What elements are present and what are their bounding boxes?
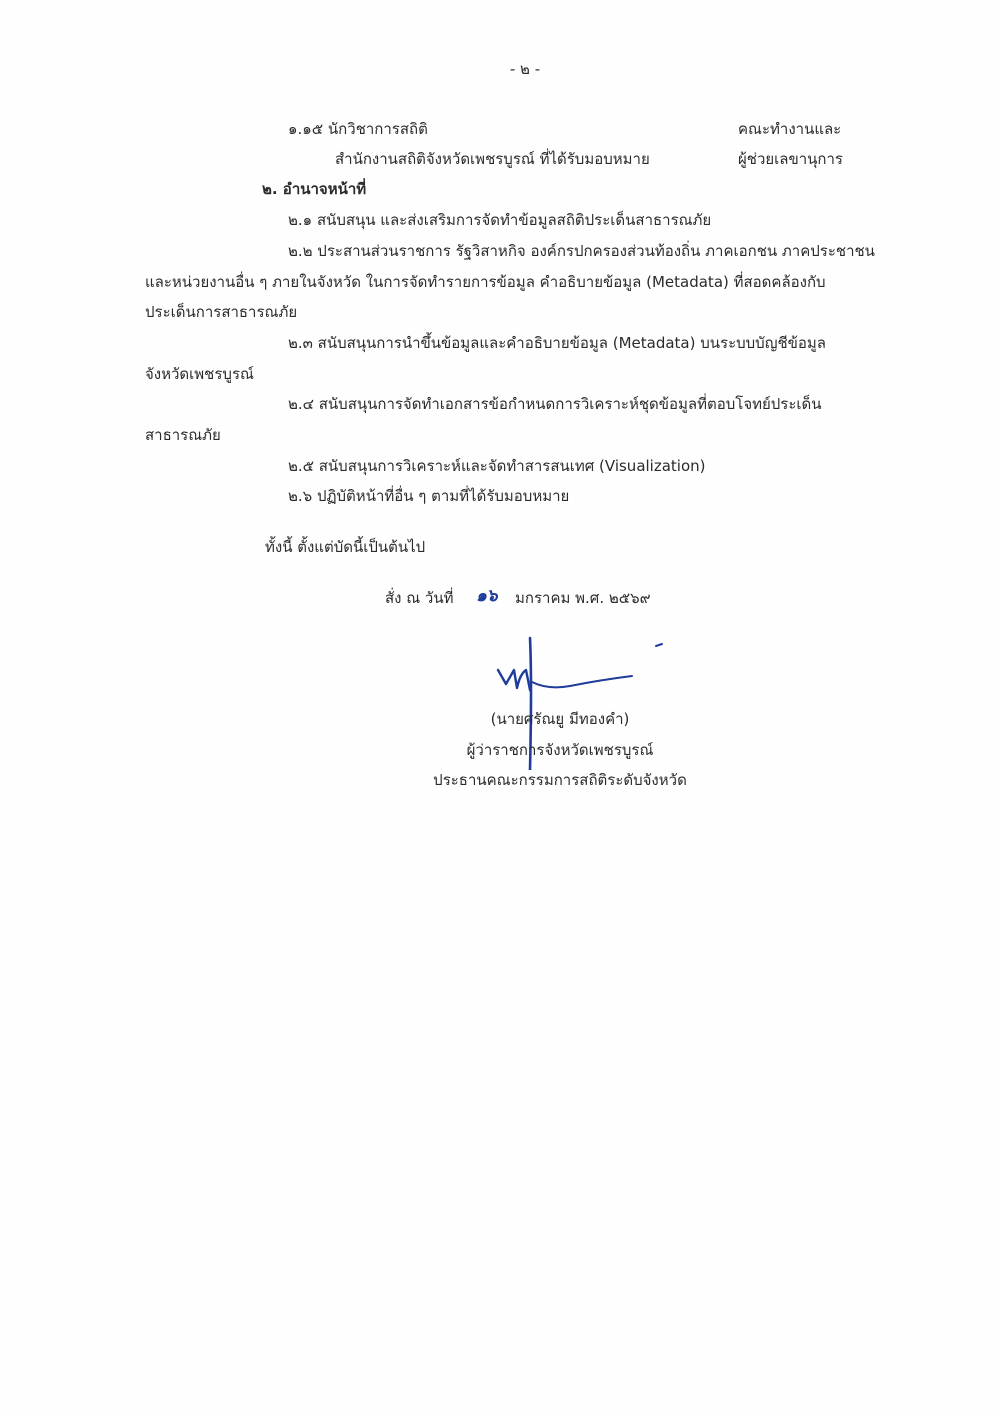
member-role-line-2: ผู้ช่วยเลขานุการ xyxy=(738,150,843,168)
duty-2-2-line-1: ๒.๒ ประสานส่วนราชการ รัฐวิสาหกิจ องค์กรปกครองส่วนท้องถิ่น ภาคเอกชน ภาคประชาชน xyxy=(288,242,875,260)
section-heading: ๒. อำนาจหน้าที่ xyxy=(262,180,367,198)
duty-2-1: ๒.๑ สนับสนุน และส่งเสริมการจัดทำข้อมูลสถิติประเด็นสาธารณภัย xyxy=(288,211,712,229)
signatory-name: (นายศรัณยู มีทองคำ) xyxy=(490,710,630,728)
order-date-month-year: มกราคม พ.ศ. ๒๕๖๙ xyxy=(515,589,651,607)
member-item-title: ๑.๑๕ นักวิชาการสถิติ xyxy=(288,120,428,138)
duty-2-3-line-1: ๒.๓ สนับสนุนการนำขึ้นข้อมูลและคำอธิบายข้อมูล (Metadata) บนระบบบัญชีข้อมูล xyxy=(288,334,827,352)
duty-2-2-line-2: และหน่วยงานอื่น ๆ ภายในจังหวัด ในการจัดทำรายการข้อมูล คำอธิบายข้อมูล (Metadata) ที่สอดคล้องกับ xyxy=(145,273,826,291)
order-date-prefix: สั่ง ณ วันที่ xyxy=(385,589,454,607)
signatory-title-1: ผู้ว่าราชการจังหวัดเพชรบูรณ์ xyxy=(466,741,654,759)
order-date-day: ๑๖ xyxy=(476,586,498,606)
member-office: สำนักงานสถิติจังหวัดเพชรบูรณ์ ที่ได้รับมอบหมาย xyxy=(335,150,650,168)
duty-2-2-line-3: ประเด็นการสาธารณภัย xyxy=(145,303,298,321)
signatory-title-2: ประธานคณะกรรมการสถิติระดับจังหวัด xyxy=(433,771,687,789)
duty-2-4-line-1: ๒.๔ สนับสนุนการจัดทำเอกสารข้อกำหนดการวิเคราะห์ชุดข้อมูลที่ตอบโจทย์ประเด็น xyxy=(288,395,822,413)
duty-2-4-line-2: สาธารณภัย xyxy=(145,426,221,444)
duty-2-6: ๒.๖ ปฏิบัติหน้าที่อื่น ๆ ตามที่ได้รับมอบหมาย xyxy=(288,487,570,505)
member-role-line-1: คณะทำงานและ xyxy=(738,120,842,138)
duty-2-5: ๒.๕ สนับสนุนการวิเคราะห์และจัดทำสารสนเทศ (Visualization) xyxy=(288,457,706,475)
page-number: - ๒ - xyxy=(509,60,541,78)
effective-clause: ทั้งนี้ ตั้งแต่บัดนี้เป็นต้นไป xyxy=(265,538,426,556)
duty-2-3-line-2: จังหวัดเพชรบูรณ์ xyxy=(145,365,254,383)
